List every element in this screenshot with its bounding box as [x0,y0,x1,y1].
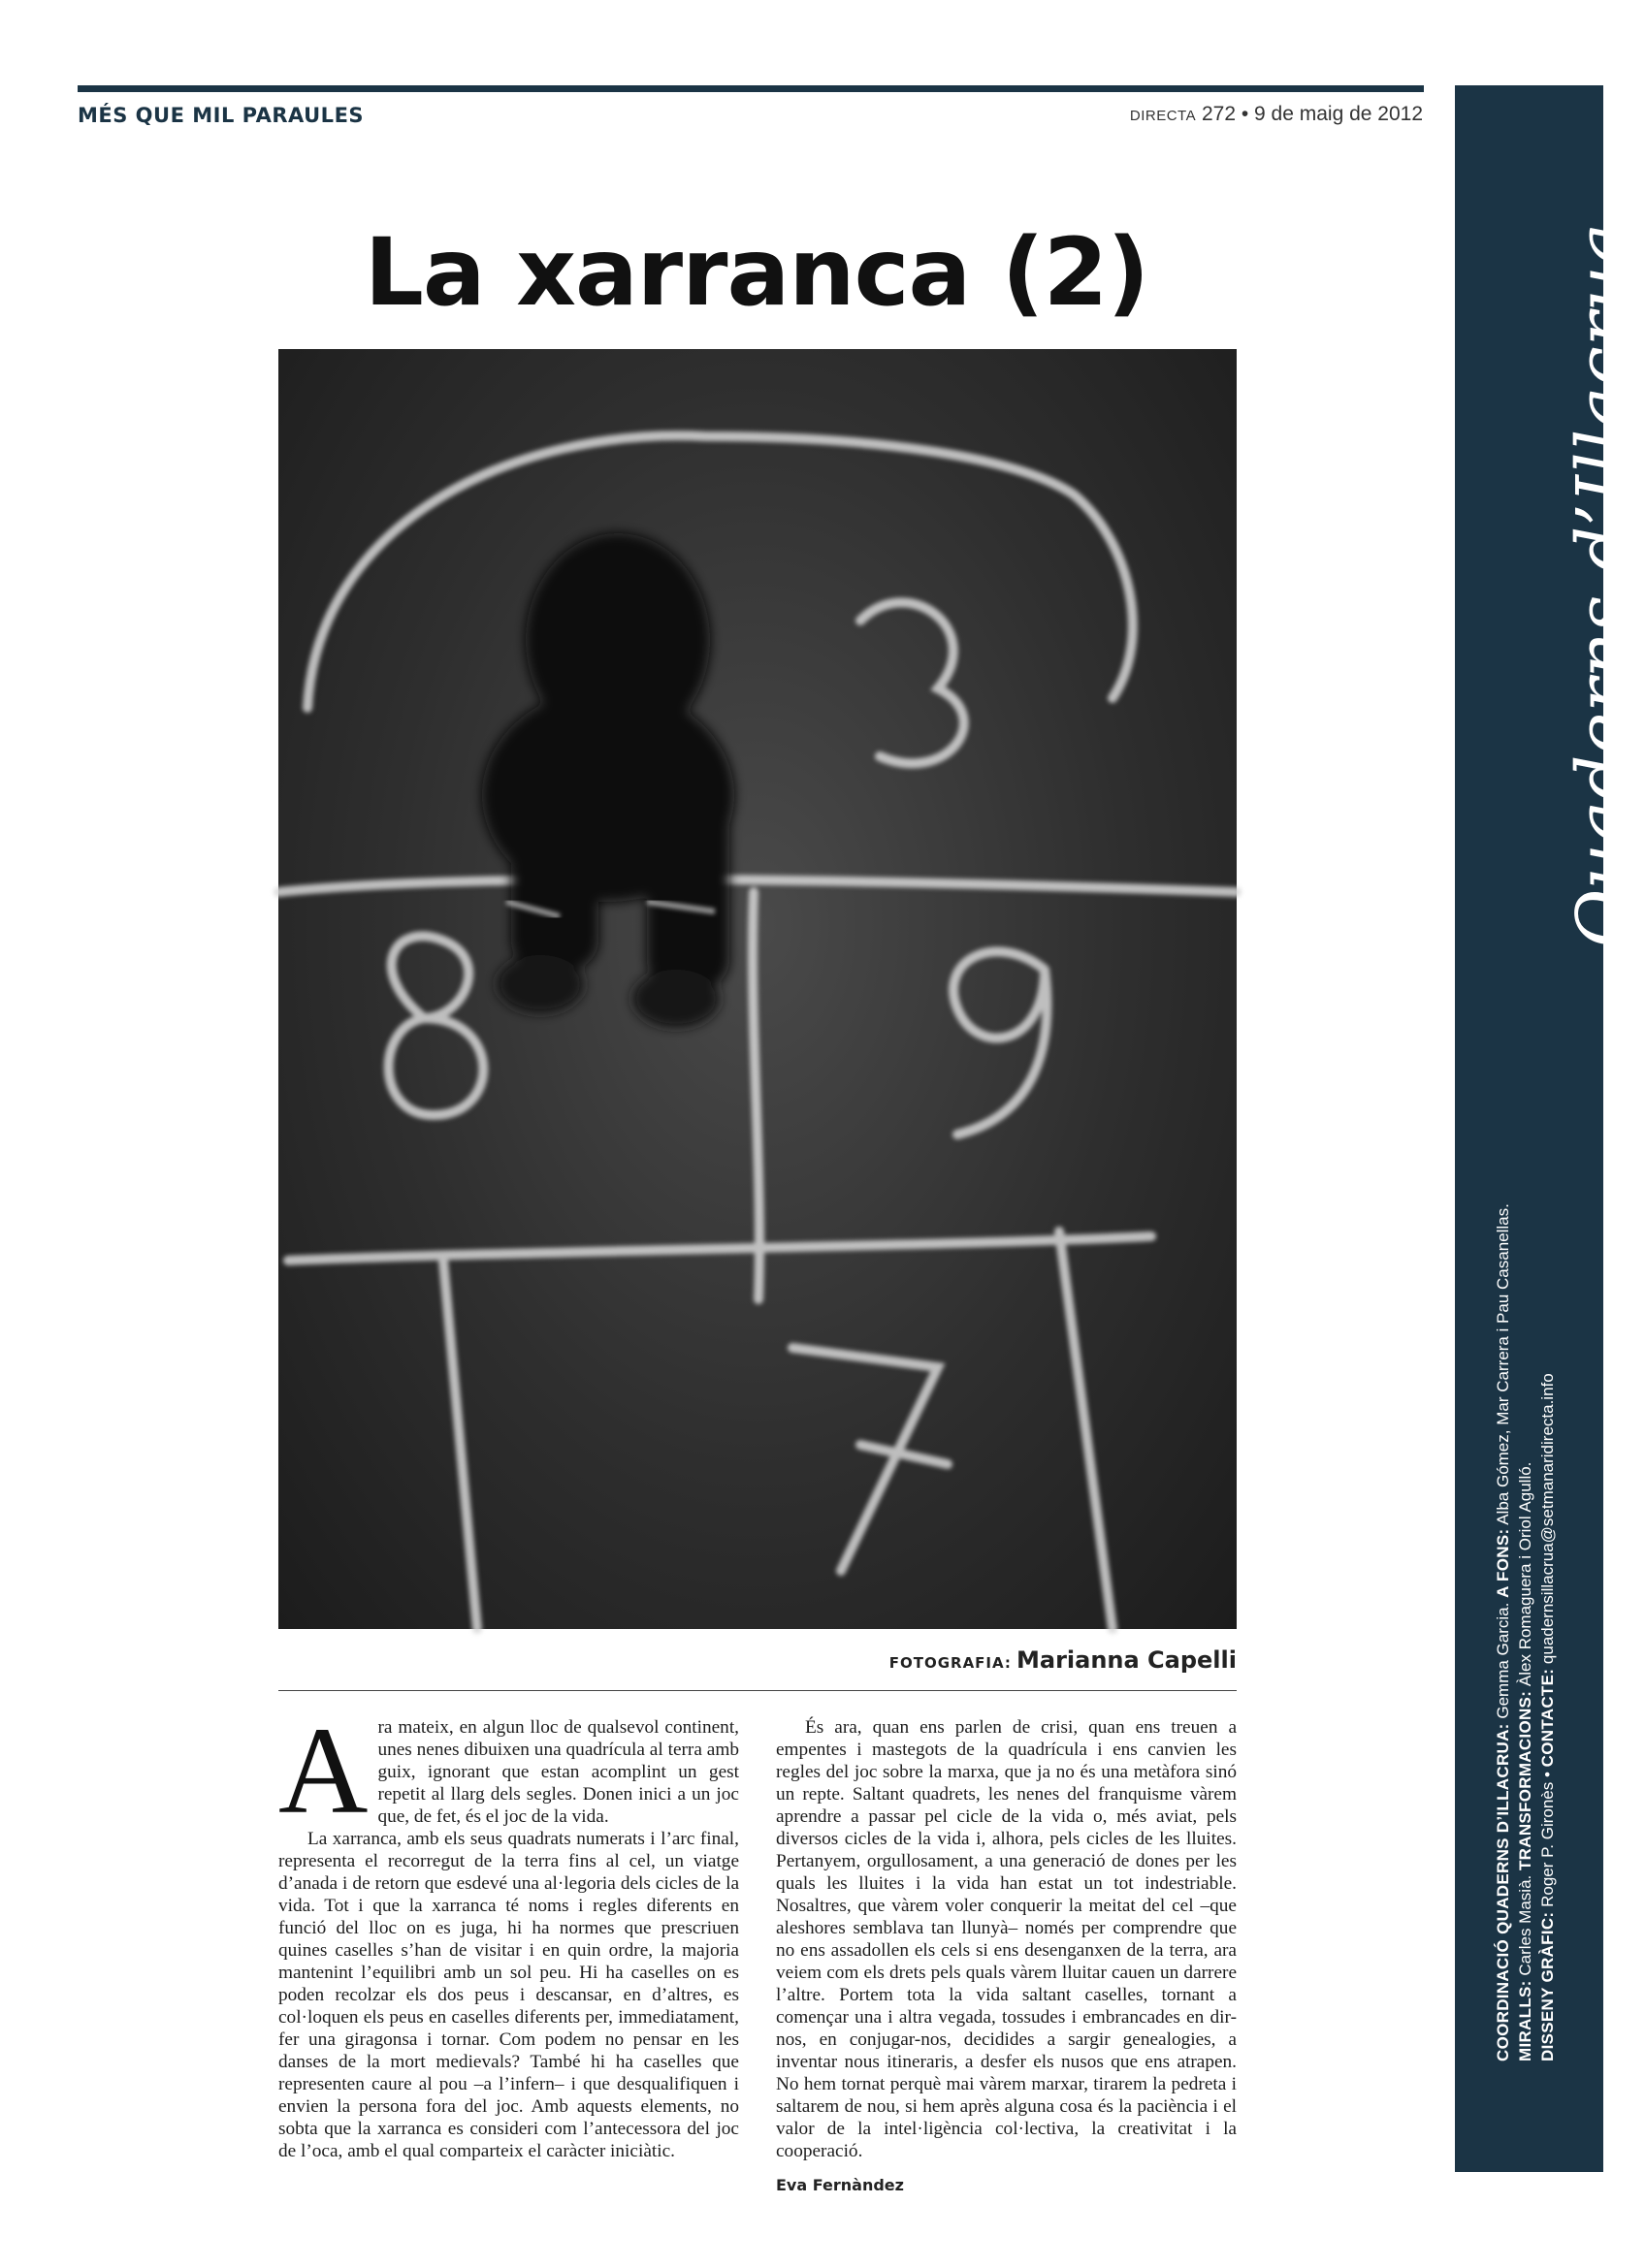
paragraph: És ara, quan ens parlen de crisi, quan ens treuen a empentes i mastegots de la quadrícula i ens canvien les regles del joc sobre la marxa, que ja no és una metàfora sinó un repte. Saltant quadrets, les nenes del franquisme vàrem aprendre a passar pel cicle de la vida o, més aviat, pels diversos cicles de la vida i, alhora, pels cicles de les lluites. Pertanyem, orgullosament, a una generació de dones per les quals les lluites i la vida han estat un tot indestriable. Nosaltres, que vàrem voler conquerir la meitat del cel –que aleshores semblava tan llunyà– només per comprendre que no ens assadollen els cels si ens desenganxen de la terra, ara veiem com els drets pels quals vàrem lluitar cauen un darrere l’altre. Portem tota la vida saltant caselles, tornant a començar una i altra vegada, tossudes i embrancades en dir-nos, en conjugar-nos, decidides a sargir genealogies, a inventar nous itineraris, a desfer els nusos que ens atrapen. No hem tornat perquè mai vàrem marxar, tirarem la pedreta i saltarem de nou, si hem après alguna cosa és la paciència i el valor de la intel·ligència col·lectiva, la creativitat i la cooperació. [776,1717,1237,2161]
issue-label: DIRECTA [1129,108,1197,124]
article-column-2 [776,1716,1237,2162]
credit-line-1: COORDINACIÓ QUADERNS D’ILLACRUA: Gemma Garcia. A FONS: Alba Gómez, Mar Carrera i Pau Casanellas. [1494,1203,1512,2061]
header-rule [78,85,1424,92]
credit-line-3: DISSENY GRÀFIC: Roger P. Gironès • CONTACTE: quadernsillacrua@setmanaridirecta.info [1538,1373,1557,2061]
author-byline: Eva Fernàndez [776,2176,904,2194]
article-column-1 [278,1702,739,2162]
photo-credit-name: Marianna Capelli [1016,1646,1237,1674]
credit-line-2: MIRALLS: Carles Masià. TRANSFORMACIONS: Àlex Romaguera i Oriol Agulló. [1516,1461,1534,2061]
staff-credits [1492,1203,1559,2061]
issue-number-date: 272 • 9 de maig de 2012 [1201,103,1423,125]
section-label: MÉS QUE MIL PARAULES [78,104,365,127]
credit-rule [278,1690,1237,1691]
issue-info [1130,103,1423,126]
photo-credit [889,1646,1237,1674]
photo-drawing [278,349,1237,1629]
magazine-title: Quaderns d’Illacrua [1562,223,1645,949]
photo-credit-label: FOTOGRAFIA: [888,1654,1012,1672]
dropcap: A [278,1702,369,1839]
paragraph: La xarranca, amb els seus quadrats numerats i l’arc final, representa el recorregut de la terra fins al cel, un viatge d’anada i de retorn que esdevé una al·legoria dels cicles de la vida. Tot i que la xarranca té noms i regles diferents en funció del lloc on es juga, hi ha normes que prescriuen quines caselles s’han de visitar i en quin ordre, la majoria mantenint l’equilibri amb un sol peu. Hi ha caselles on es poden recolzar els dos peus i descansar, en d’altres, es col·loquen els peus en caselles diferents per, immediatament, fer una giragonsa i tornar. Com podem no pensar en les danses de la mort medievals? També hi ha caselles que representen caure al pou –a l’infern– i que desqualifiquen i envien la persona fora del joc. Amb aquests elements, no sobta que la xarranca es consideri com l’antecessora del joc de l’oca, amb el qual comparteix el caràcter iniciàtic. [278,1829,739,2161]
article-headline: La xarranca (2) [364,218,1149,327]
hopscotch-photo [278,349,1237,1629]
paragraph: ra mateix, en algun lloc de qualsevol continent, unes nenes dibuixen una quadrícula al terra amb guix, ignorant que estan acomplint un gest repetit al llarg dels segles. Donen inici a un joc que, de fet, és el joc de la vida. [377,1717,739,1827]
